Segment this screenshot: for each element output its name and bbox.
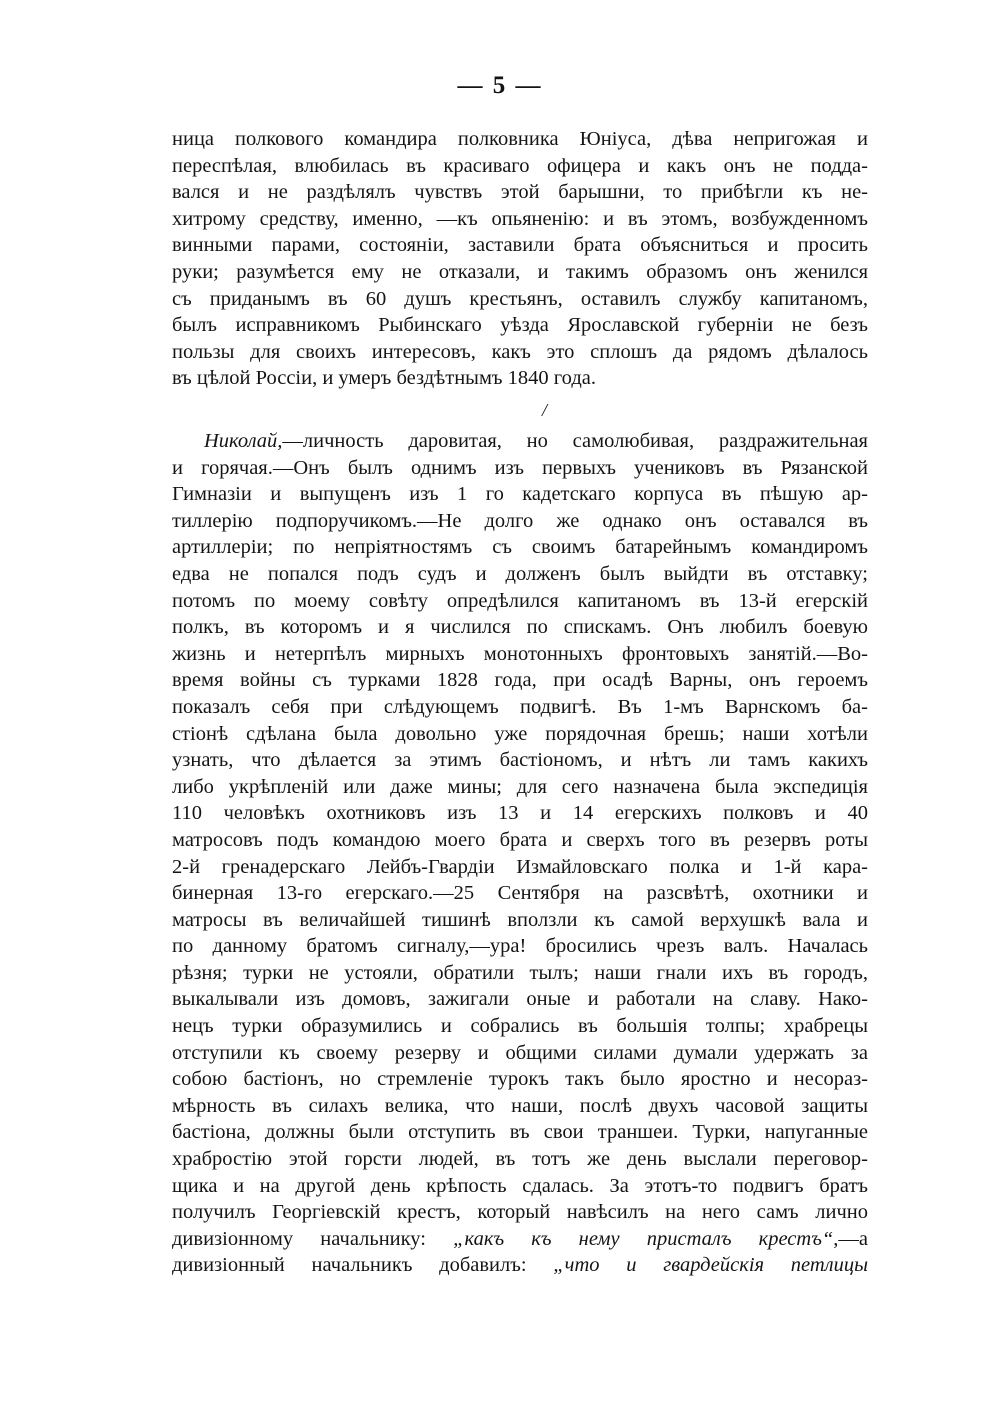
text-line: матросы въ величайшей тишинѣ вползли къ самой верхушкѣ вала и	[172, 908, 868, 931]
text-line: тиллерію подпоручикомъ.—Не долго же однако онъ оставался въ	[172, 509, 868, 532]
text-line: бинерная 13-го егерскаго.—25 Сентября на разсвѣтѣ, охотники и	[172, 882, 868, 905]
text-line: по данному братомъ сигналу,—ура! бросились чрезъ валъ. Началась	[172, 935, 868, 958]
text-line: полкъ, въ которомъ и я числился по спискамъ. Онъ любилъ боевую	[172, 616, 868, 639]
text-line: хитрому средству, именно, —къ опьяненію: и въ этомъ, возбужденномъ	[172, 207, 868, 230]
text-line: получилъ Георгіевскій крестъ, который навѣсилъ на него самъ лично	[172, 1201, 868, 1224]
text-line: отступили къ своему резерву и общими силами думали удержать за	[172, 1041, 868, 1064]
text-line: время войны съ турками 1828 года, при осадѣ Варны, онъ героемъ	[172, 669, 868, 692]
text-line: былъ исправникомъ Рыбинскаго уѣзда Ярославской губерніи не безъ	[172, 314, 868, 337]
emphasized-name: Николай,	[204, 430, 283, 452]
page-number: — 5 —	[457, 72, 543, 99]
text-line-quote	[172, 1226, 868, 1253]
text-line-quote	[172, 1252, 868, 1279]
text-line: пользы для своихъ интересовъ, какъ это сплошъ да рядомъ дѣлалось	[172, 340, 868, 363]
text-line: либо укрѣпленій или даже мины; для сего назначена была экспедиція	[172, 775, 868, 798]
text-line: ница полкового командира полковника Юніуса, дѣва непригожая и	[172, 128, 868, 150]
text-line: показалъ себя при слѣдующемъ подвигѣ. Въ 1-мъ Варнскомъ ба-	[172, 695, 868, 718]
text-line: стіонѣ сдѣлана была довольно уже порядочная брешь; наши хотѣли	[172, 722, 868, 745]
quote-italic: „что и гвардейскія петлицы	[553, 1254, 868, 1277]
text-line: нецъ турки образумились и собрались въ большія толпы; храбрецы	[172, 1015, 868, 1038]
text-line: 110 человѣкъ охотниковъ изъ 13 и 14 егерскихъ полковъ и 40	[172, 802, 868, 825]
text-line: артиллеріи; по непріятностямъ съ своимъ батарейнымъ командиромъ	[172, 536, 868, 559]
text-line: храбростію этой горсти людей, въ тотъ же день выслали переговор-	[172, 1148, 868, 1171]
text-line: выкалывали изъ домовъ, зажигали оные и работали на славу. Нако-	[172, 988, 868, 1011]
paragraph-1	[172, 126, 868, 392]
text-line: 2-й гренадерскаго Лейбъ-Гвардіи Измайловскаго полка и 1-й кара-	[172, 855, 868, 878]
text-line: жизнь и нетерпѣлъ мирныхъ монотонныхъ фронтовыхъ занятій.—Во-	[172, 642, 868, 665]
text-line: матросовъ подъ командою моего брата и сверхъ того въ резервъ роты	[172, 828, 868, 851]
text-line: съ приданымъ въ 60 душъ крестьянъ, оставилъ службу капитаномъ,	[172, 287, 868, 310]
text-line: рѣзня; турки не устояли, обратили тылъ; наши гнали ихъ въ городъ,	[172, 961, 868, 984]
text-line: винными парами, состояніи, заставили брата объясниться и просить	[172, 234, 868, 257]
text-line: руки; разумѣется ему не отказали, и такимъ образомъ онъ женился	[172, 260, 868, 283]
quote-trail-text: ,—а	[833, 1227, 868, 1250]
text-line: переспѣлая, влюбилась въ красиваго офицера и какъ онъ не подда-	[172, 154, 868, 177]
text-line: вался и не раздѣлялъ чувствъ этой барышни, то прибѣгли къ не-	[172, 181, 868, 204]
text-line: бастіона, должны были отступить въ свои траншеи. Турки, напуганные	[172, 1121, 868, 1144]
quote-lead-text: дивизіонному начальнику:	[172, 1227, 454, 1250]
text-line: щика и на другой день крѣпость сдалась. За этотъ-то подвигъ братъ	[172, 1174, 868, 1197]
text-line: едва не попался подъ судъ и долженъ былъ выйдти въ отставку;	[172, 562, 868, 585]
text-line: собою бастіонъ, но стремленіе турокъ такъ было яростно и несораз-	[172, 1068, 868, 1091]
text-line: Гимназіи и выпущенъ изъ 1 го кадетскаго корпуса въ пѣшую ар-	[172, 483, 868, 506]
text-line: въ цѣлой Россіи, и умеръ бездѣтнымъ 1840 года.	[172, 367, 596, 390]
paragraph-2	[172, 428, 868, 1279]
text-line-first	[172, 428, 868, 455]
stray-mark: /	[542, 400, 548, 420]
text-line: мѣрность въ силахъ велика, что наши, послѣ двухъ часовой защиты	[172, 1094, 868, 1117]
quote-italic: „какъ къ нему присталъ крестъ“	[453, 1227, 834, 1250]
text-line: узнать, что дѣлается за этимъ бастіономъ, и нѣтъ ли тамъ какихъ	[172, 749, 868, 772]
text-line: потомъ по моему совѣту опредѣлился капитаномъ въ 13-й егерскій	[172, 589, 868, 612]
first-line-text: —личность даровитая, но самолюбивая, раздражительная	[282, 430, 868, 452]
quote-lead-text: дивизіонный начальникъ добавилъ:	[172, 1254, 554, 1277]
text-line: и горячая.—Онъ былъ однимъ изъ первыхъ учениковъ въ Рязанской	[172, 456, 868, 479]
